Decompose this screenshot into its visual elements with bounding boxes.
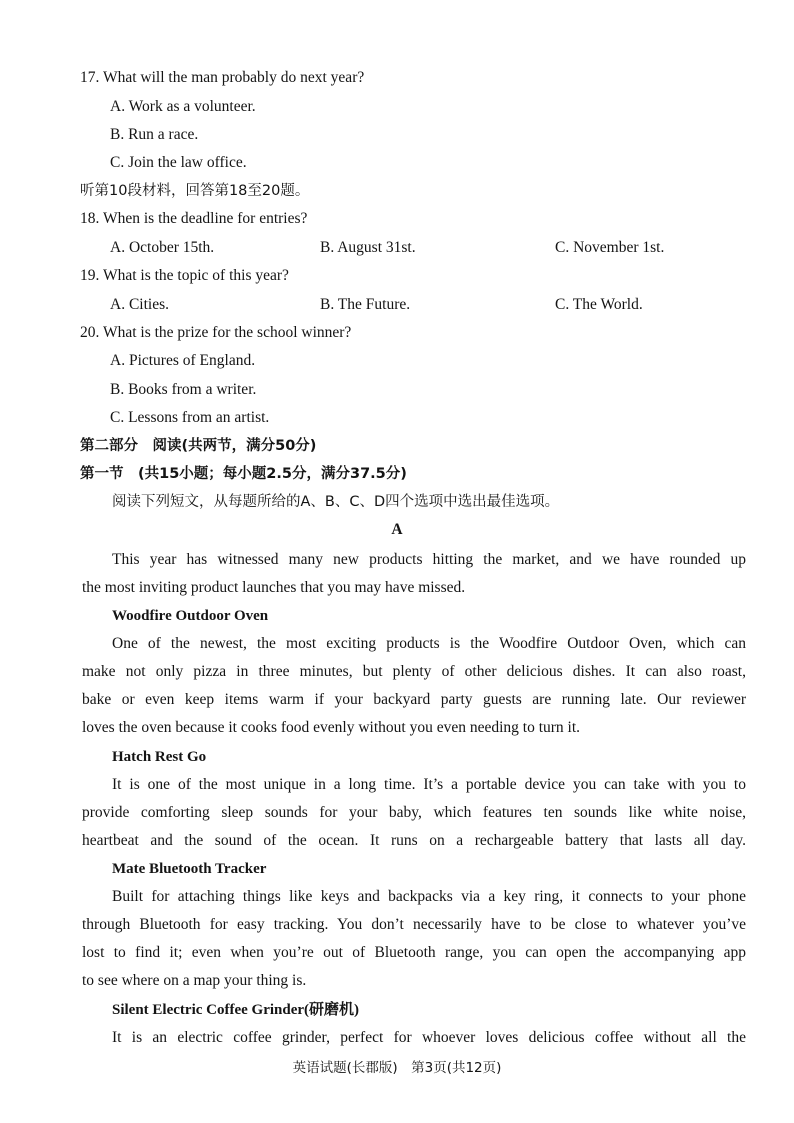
question-17-stem: 17. What will the man probably do next year?	[80, 69, 365, 86]
question-19-option-a: A. Cities.	[110, 296, 169, 313]
intro-line-2: the most inviting product launches that you may have missed.	[82, 579, 466, 596]
passage-label: A	[391, 521, 403, 538]
section-1-heading: 第一节 (共15小题；每小题2.5分，满分37.5分)	[80, 466, 407, 482]
product-heading-grinder: Silent Electric Coffee Grinder(研磨机)	[112, 1002, 360, 1018]
product-heading-oven: Woodfire Outdoor Oven	[112, 608, 269, 624]
tracker-line-4: to see where on a map your thing is.	[82, 972, 307, 989]
tracker-line-1: Built for attaching things like keys and backpacks via a key ring, it connects to your phone	[112, 888, 746, 905]
question-17-option-b: B. Run a race.	[110, 126, 199, 143]
oven-line-4: loves the oven because it cooks food evenly without you even needing to turn it.	[82, 719, 581, 736]
question-18-option-c: C. November 1st.	[555, 239, 665, 256]
question-19-option-c: C. The World.	[555, 296, 643, 313]
oven-line-2: make not only pizza in three minutes, but plenty of other delicious dishes. It can also roast,	[82, 663, 746, 680]
question-20-option-b: B. Books from a writer.	[110, 381, 257, 398]
oven-line-3: bake or even keep items warm if your backyard party guests are running late. Our reviewer	[82, 691, 746, 708]
question-18-stem: 18. When is the deadline for entries?	[80, 210, 308, 227]
oven-line-1: One of the newest, the most exciting products is the Woodfire Outdoor Oven, which can	[112, 635, 746, 652]
page-footer: 英语试题(长郡版) 第3页(共12页)	[292, 1060, 502, 1076]
reading-instruction: 阅读下列短文，从每题所给的A、B、C、D四个选项中选出最佳选项。	[112, 494, 560, 510]
question-20-option-a: A. Pictures of England.	[110, 352, 256, 369]
tracker-line-3: lost to find it; even when you’re out of Bluetooth range, you can open the accompanying app	[82, 944, 746, 961]
question-20-option-c: C. Lessons from an artist.	[110, 409, 270, 426]
question-19-option-b: B. The Future.	[320, 296, 411, 313]
tracker-line-2: through Bluetooth for easy tracking. You don’t necessarily have to be close to whatever you’ve	[82, 916, 746, 933]
question-17-option-c: C. Join the law office.	[110, 154, 247, 171]
question-20-stem: 20. What is the prize for the school winner?	[80, 324, 352, 341]
question-19-stem: 19. What is the topic of this year?	[80, 267, 289, 284]
part-2-heading: 第二部分 阅读(共两节，满分50分)	[80, 438, 317, 454]
product-heading-hatch: Hatch Rest Go	[112, 749, 207, 765]
product-heading-tracker: Mate Bluetooth Tracker	[112, 861, 267, 877]
grinder-line-1: It is an electric coffee grinder, perfect for whoever loves delicious coffee without all the	[112, 1029, 746, 1046]
listening-instruction: 听第10段材料，回答第18至20题。	[80, 183, 310, 199]
hatch-line-1: It is one of the most unique in a long time. It’s a portable device you can take with you to	[112, 776, 746, 793]
question-17-option-a: A. Work as a volunteer.	[110, 98, 256, 115]
intro-line-1: This year has witnessed many new products hitting the market, and we have rounded up	[112, 551, 746, 568]
question-18-option-a: A. October 15th.	[110, 239, 215, 256]
hatch-line-3: heartbeat and the sound of the ocean. It runs on a rechargeable battery that lasts all day.	[82, 832, 746, 849]
hatch-line-2: provide comforting sleep sounds for your baby, which features ten sounds like white noise,	[82, 804, 746, 821]
question-18-option-b: B. August 31st.	[320, 239, 416, 256]
